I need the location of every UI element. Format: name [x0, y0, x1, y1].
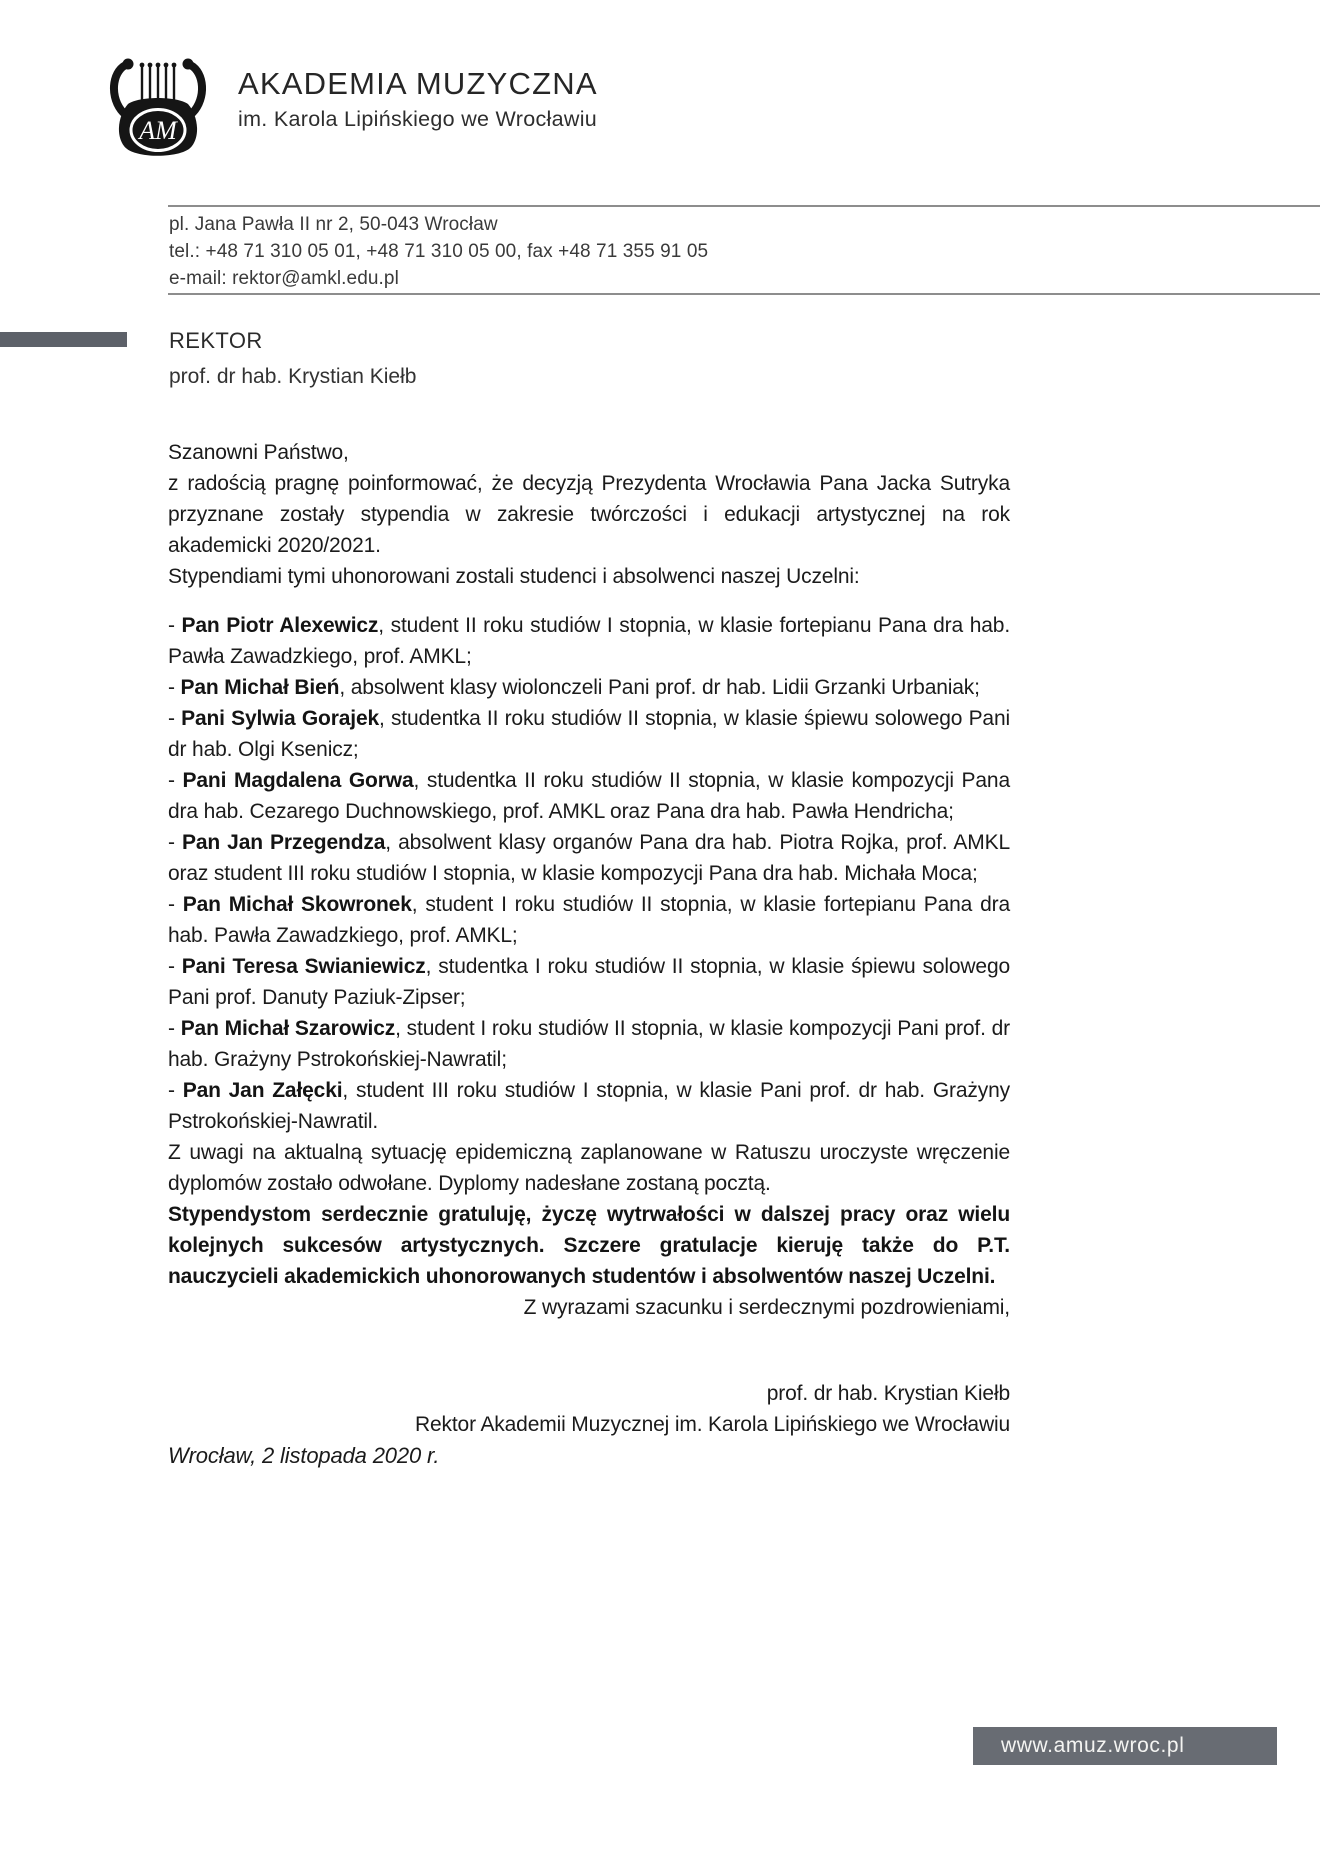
- recipient-item: [168, 889, 1010, 951]
- recipient-name: Pani Sylwia Gorajek: [181, 707, 380, 730]
- recipient-details: , studentka I roku studiów II stopnia, w klasie śpiewu solowego Pani prof. Danuty Paziuk-Zipser;: [168, 955, 1011, 1009]
- recipient-name: Pan Piotr Alexewicz: [181, 614, 379, 637]
- recipient-details: , studentka II roku studiów II stopnia, w klasie śpiewu solowego Pani dr hab. Olgi Ksenicz;: [168, 707, 1011, 761]
- divider-top: [168, 205, 1320, 207]
- bullet: -: [168, 955, 175, 978]
- congratulations-paragraph: Stypendystom serdecznie gratuluję, życzę wytrwałości w dalszej pracy oraz wielu kolejnych sukcesów artystycznych. Szczere gratulacje kieruję także do P.T. nauczycieli akademickich uhonorowanych studentów i absolwentów naszej Uczelni.: [168, 1203, 1010, 1288]
- recipient-details: , studentka II roku studiów II stopnia, w klasie kompozycji Pana dra hab. Cezarego Duchnowskiego, prof. AMKL oraz Pana dra hab. Pawła Hendricha;: [168, 769, 1010, 823]
- recipient-name: Pan Michał Bień: [180, 676, 340, 699]
- bullet: -: [168, 1017, 175, 1040]
- recipient-item: [168, 610, 1010, 672]
- bullet: -: [168, 831, 175, 854]
- academy-lyre-logo: [98, 54, 218, 166]
- website-url: www.amuz.wroc.pl: [1001, 1734, 1185, 1757]
- signature-title: Rektor Akademii Muzycznej im. Karola Lipińskiego we Wrocławiu: [414, 1413, 1010, 1436]
- closing-line: Z wyrazami szacunku i serdecznymi pozdrowieniami,: [523, 1296, 1010, 1319]
- recipient-item: [168, 703, 1010, 765]
- contact-address: pl. Jana Pawła II nr 2, 50-043 Wrocław: [169, 214, 498, 235]
- signature-name: prof. dr hab. Krystian Kiełb: [766, 1382, 1010, 1405]
- dateline: Wrocław, 2 listopada 2020 r.: [168, 1443, 440, 1468]
- contact-block: [169, 211, 708, 292]
- recipient-name: Pan Michał Szarowicz: [180, 1017, 396, 1040]
- bullet: -: [168, 769, 175, 792]
- sender-title: REKTOR: [169, 328, 263, 353]
- bullet: -: [168, 1079, 175, 1102]
- salutation: Szanowni Państwo,: [168, 441, 349, 464]
- recipient-details: , student I roku studiów II stopnia, w klasie kompozycji Pani prof. dr hab. Grażyny Pstrokońskiej-Nawratil;: [168, 1017, 1010, 1071]
- org-name: AKADEMIA MUZYCZNA: [238, 66, 598, 101]
- letterhead: [238, 66, 598, 132]
- website-bar: [973, 1727, 1277, 1765]
- recipient-details: , student II roku studiów I stopnia, w klasie fortepianu Pana dra hab. Pawła Zawadzkiego, prof. AMKL;: [168, 614, 1011, 668]
- recipient-details: , absolwent klasy organów Pana dra hab. Piotra Rojka, prof. AMKL oraz student III roku studiów I stopnia, w klasie kompozycji Pana dra hab. Michała Moca;: [168, 831, 1010, 885]
- recipient-item: [168, 951, 1010, 1013]
- bullet: -: [168, 614, 175, 637]
- divider-bottom: [168, 293, 1320, 295]
- recipient-item: [168, 1075, 1010, 1137]
- recipients-list: [168, 610, 1010, 1137]
- recipient-item: [168, 765, 1010, 827]
- bullet: -: [168, 893, 175, 916]
- recipient-item: [168, 672, 1010, 703]
- contact-phone: tel.: +48 71 310 05 01, +48 71 310 05 00, fax +48 71 355 91 05: [169, 241, 709, 262]
- recipient-details: , student I roku studiów II stopnia, w klasie fortepianu Pana dra hab. Pawła Zawadzkiego, prof. AMKL;: [168, 893, 1010, 947]
- note-paragraph: Z uwagi na aktualną sytuację epidemiczną zaplanowane w Ratuszu uroczyste wręczenie dyplomów zostało odwołane. Dyplomy nadesłane zostaną pocztą.: [168, 1141, 1010, 1195]
- signature-block: [168, 1378, 1010, 1440]
- sender-name: prof. dr hab. Krystian Kiełb: [169, 365, 417, 388]
- left-accent-bar: [0, 332, 127, 347]
- recipient-name: Pani Teresa Swianiewicz: [181, 955, 426, 978]
- intro-paragraph: z radością pragnę poinformować, że decyzją Prezydenta Wrocławia Pana Jacka Sutryka przyznane zostały stypendia w zakresie twórczości i edukacji artystycznej na rok akademicki 2020/2021.: [168, 472, 1010, 557]
- recipient-name: Pan Jan Załęcki: [182, 1079, 343, 1102]
- bullet: -: [168, 707, 175, 730]
- svg-text:AM: AM: [139, 116, 177, 145]
- bullet: -: [168, 676, 175, 699]
- recipient-details: , student III roku studiów I stopnia, w klasie Pani prof. dr hab. Grażyny Pstrokońskiej-Nawratil.: [168, 1079, 1010, 1133]
- recipient-details: , absolwent klasy wiolonczeli Pani prof. dr hab. Lidii Grzanki Urbaniak;: [339, 676, 980, 699]
- sender-block: [169, 328, 416, 389]
- recipient-item: [168, 827, 1010, 889]
- list-lead-paragraph: Stypendiami tymi uhonorowani zostali studenci i absolwenci naszej Uczelni:: [168, 565, 860, 588]
- recipient-item: [168, 1013, 1010, 1075]
- lyre-icon: [98, 54, 218, 166]
- recipient-name: Pan Jan Przegendza: [181, 831, 386, 854]
- recipient-name: Pani Magdalena Gorwa: [182, 769, 414, 792]
- org-subtitle: im. Karola Lipińskiego we Wrocławiu: [238, 107, 598, 131]
- recipient-name: Pan Michał Skowronek: [182, 893, 412, 916]
- letter-body: [168, 437, 1010, 1471]
- contact-email: e-mail: rektor@amkl.edu.pl: [169, 268, 399, 289]
